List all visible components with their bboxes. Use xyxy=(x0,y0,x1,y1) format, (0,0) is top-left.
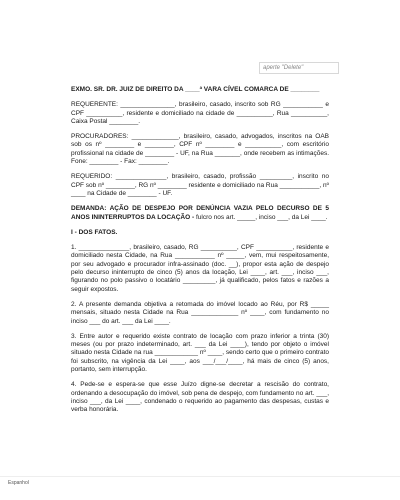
section-title-facts: I - DOS FATOS. xyxy=(71,228,118,236)
demanda-legal-basis: fulcro nos art. _____, inciso ___, da Lei ____. xyxy=(194,213,328,221)
footer-divider xyxy=(0,476,400,477)
delete-hint-box[interactable]: aperte "Delete" xyxy=(259,62,339,74)
fact-paragraph-1: 1. ______________, brasileiro, casado, RG __________, CPF __________, residente e domiciliado nesta Cidade, na Rua ___________ nº _____, vem, mui respeitosamente, por seu advogado e procurador infra-assinado (doc. __), propor esta ação de despejo pelo decurso ininterrupto de cinco (5) anos da locação, Lei ____, art. ___, inciso ___, figurando no polo passivo o locatário _________, já qualificado, pelos fatos e razões a seguir expostos. xyxy=(71,244,329,293)
requerente-paragraph: REQUERENTE: _______________, brasileiro, casado, inscrito sob RG ___________ e CPF __________, residente e domiciliado na cidade de __________, Rua __________, Caixa Postal ________. xyxy=(71,101,329,125)
fact-paragraph-2: 2. A presente demanda objetiva a retomada do imóvel locado ao Réu, por R$ _____ mensais, situado nesta Cidade na Rua _____________ nº ____, com fundamento no inciso ___ do art. ___ da Lei ____. xyxy=(71,300,329,325)
fact-paragraph-4: 4. Pede-se e espera-se que esse Juízo digne-se decretar a rescisão do contrato, ordenando a desocupação do imóvel, sob pena de despejo, com fundamento no art. ___, inciso ___, da Lei ____, condenado o requerido ao pagamento das despesas, custas e verba honorária. xyxy=(71,381,329,414)
petition-body xyxy=(71,86,329,422)
fact-paragraph-3: 3. Entre autor e requerido existe contrato de locação com prazo inferior a trinta (30) meses (ou por prazo indeterminado, art. ___ da Lei ____), tendo por objeto o imóvel situado nesta Cidade na rua ____________ nº ____, sendo certo que o primeiro contrato foi subscrito, na vigência da Lei ____, aos ___/___/____, há mais de cinco (5) anos, portanto, sem interrupção. xyxy=(71,332,329,374)
requerido-paragraph: REQUERIDO: ______________, brasileiro, casado, profissão _________, inscrito no CPF sob nº ________, RG nº ________ residente e domiciliado na Rua ___________, nº ____ na Cidade de ________ - UF. xyxy=(71,173,329,197)
document-title: EXMO. SR. DR. JUIZ DE DIREITO DA ____ª VARA CÍVEL COMARCA DE ________ xyxy=(71,86,320,93)
demanda-paragraph xyxy=(71,205,329,222)
language-label[interactable]: Espanhol xyxy=(8,480,29,486)
demanda-heading: DEMANDA: AÇÃO DE DESPEJO POR DENÚNCIA VAZIA PELO DECURSO DE 5 ANOS ININTERRUPTOS DA LOCAÇÃO - xyxy=(71,205,329,221)
procuradores-paragraph: PROCURADORES: _____________, brasileiro, casado, advogados, inscritos na OAB sob os nº ________ e ________, CPF nº ________ e __________, com escritório profissional na cidade de ________ - UF, na Rua _______, onde recebem as intimações. Fone: ________ - Fax: ________. xyxy=(71,133,329,166)
